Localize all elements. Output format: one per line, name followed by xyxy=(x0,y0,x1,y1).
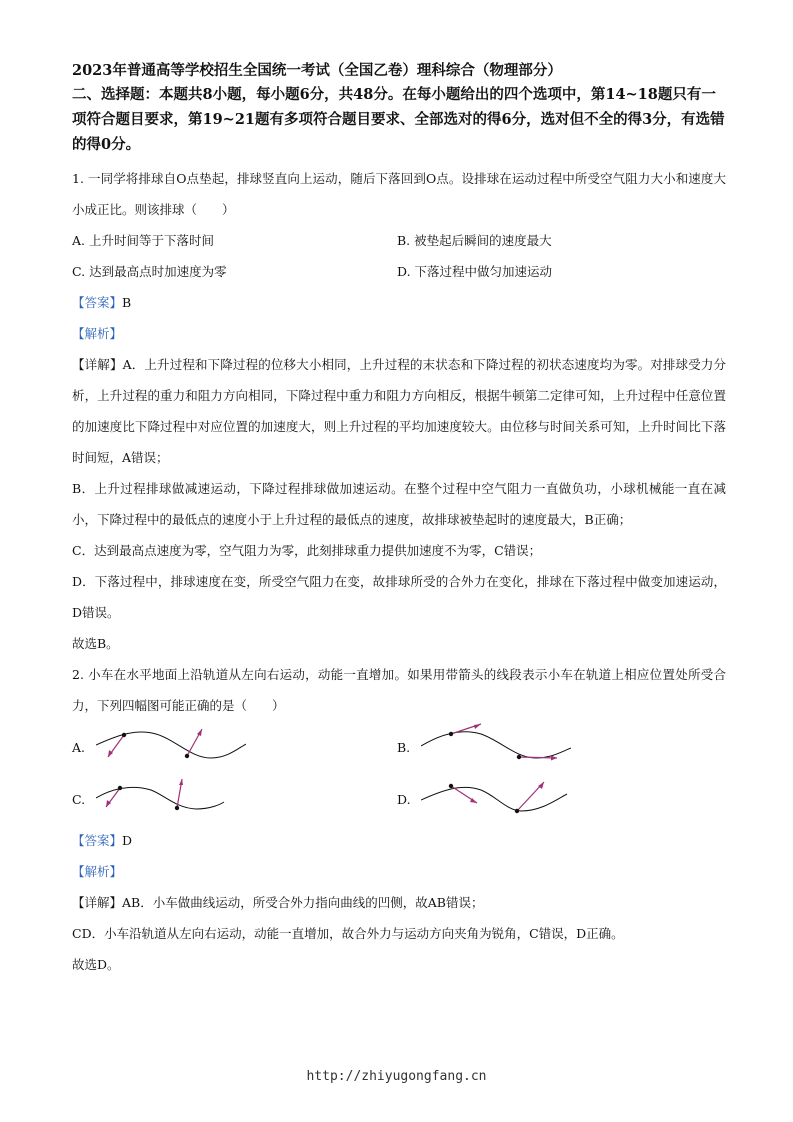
q2-detail-ab-text: AB．小车做曲线运动，所受合外力指向曲线的凹侧，故AB错误； xyxy=(122,895,484,910)
track-curve xyxy=(421,787,567,811)
footer-url: http://zhiyugongfang.cn xyxy=(306,1069,487,1084)
track-curve xyxy=(421,732,571,758)
q2-figure-d-label: D. xyxy=(397,791,411,807)
q2-detail-tag: 【详解】 xyxy=(72,895,123,910)
car-point xyxy=(185,754,189,758)
q2-conclusion: 故选D。 xyxy=(72,957,120,972)
q2-figure-d-diagram xyxy=(421,774,571,824)
q1-detail-b: B．上升过程排球做减速运动，下降过程排球做加速运动。在整个过程中空气阻力一直做负功，小球机械能一直在减小，下降过程中的最低点的速度小于上升过程的最低点的速度，故排球被垫起时的速度最大，B正确； xyxy=(72,481,726,527)
q2-detail-cd: CD．小车沿轨道从左向右运动，动能一直增加，故合外力与运动方向夹角为锐角，C错误，D正确。 xyxy=(72,926,624,941)
arrow-head xyxy=(197,729,202,736)
q2-stem: 2. 小车在水平地面上沿轨道从左向右运动，动能一直增加。如果用带箭头的线段表示小车在轨道上相应位置处所受合力，下列四幅图可能正确的是（ ） xyxy=(72,667,726,713)
arrow-head xyxy=(474,724,481,729)
q1-detail-d: D．下落过程中，排球速度在变，所受空气阻力在变，故排球所受的合外力在变化，排球在下落过程中做变加速运动，D错误。 xyxy=(72,574,726,620)
q1-stem: 1. 一同学将排球自O点垫起，排球竖直向上运动，随后下落回到O点。设排球在运动过程中所受空气阻力大小和速度大小成正比。则该排球（ ） xyxy=(72,171,726,217)
arrow-head xyxy=(551,756,557,761)
q2-figure-a-diagram xyxy=(96,722,246,772)
q1-option-d: D. 下落过程中做匀加速运动 xyxy=(397,264,553,279)
q2-figure-c-label: C. xyxy=(72,791,86,807)
q2-figure-b-label: B. xyxy=(397,739,411,755)
car-point xyxy=(175,806,179,810)
q1-options xyxy=(72,225,726,287)
q2-answer-line xyxy=(72,825,726,856)
car-point xyxy=(449,732,453,736)
q2-figure-d xyxy=(397,774,722,824)
q1-answer-tag: 【答案】 xyxy=(72,295,123,310)
q2-figure-b xyxy=(397,722,722,772)
q2-answer: D xyxy=(122,833,133,848)
q2-figure-b-diagram xyxy=(421,722,571,772)
q2-figure-c xyxy=(72,774,397,824)
q1-answer: B xyxy=(122,295,132,310)
exam-title: 2023年普通高等学校招生全国统一考试（全国乙卷）理科综合（物理部分） xyxy=(72,62,562,79)
q2-analysis-line xyxy=(72,856,726,887)
q2-detail-ab xyxy=(72,887,726,918)
q1-analysis-line xyxy=(72,318,726,349)
q1-conclusion: 故选B。 xyxy=(72,636,119,651)
q1-option-c: C. 达到最高点时加速度为零 xyxy=(72,264,227,279)
track-curve xyxy=(96,787,224,809)
q2-answer-tag: 【答案】 xyxy=(72,833,123,848)
car-point xyxy=(449,784,453,788)
q1-answer-line xyxy=(72,287,726,318)
q2-figure-a xyxy=(72,722,397,772)
car-point xyxy=(515,809,519,813)
track-curve xyxy=(96,732,246,758)
section-heading: 二、选择题：本题共8小题，每小题6分，共48分。在每小题给出的四个选项中，第14~18题只有一项符合题目要求，第19~21题有多项符合题目要求、全部选对的得6分，选对但不全的得3分，有选错的得0分。 xyxy=(72,86,725,153)
q1-detail-tag: 【详解】 xyxy=(72,357,123,372)
q1-option-a: A. 上升时间等于下落时间 xyxy=(72,233,214,248)
q2-figure-row-2 xyxy=(72,773,726,825)
document-page xyxy=(72,60,726,980)
car-point xyxy=(122,733,126,737)
q1-analysis-tag: 【解析】 xyxy=(72,326,123,341)
q1-detail-a xyxy=(72,349,726,473)
q1-option-b: B. 被垫起后瞬间的速度最大 xyxy=(397,233,552,248)
q1-detail-a-text: A．上升过程和下降过程的位移大小相同，上升过程的末状态和下降过程的初状态速度均为零。对排球受力分析，上升过程的重力和阻力方向相同，下降过程中重力和阻力方向相反，根据牛顿第二定律可知，上升过程中任意位置的加速度比下降过程中对应位置的加速度大，则上升过程的平均加速度较大。由位移与时间关系可知，上升时间比下落时间短，A错误； xyxy=(72,357,726,465)
q2-figure-a-label: A. xyxy=(72,739,86,755)
car-point xyxy=(517,755,521,759)
car-point xyxy=(118,786,122,790)
q2-figure-row-1 xyxy=(72,721,726,773)
q1-detail-c: C．达到最高点速度为零，空气阻力为零，此刻排球重力提供加速度不为零，C错误； xyxy=(72,543,542,558)
q2-figure-c-diagram xyxy=(96,774,246,824)
q2-analysis-tag: 【解析】 xyxy=(72,864,123,879)
